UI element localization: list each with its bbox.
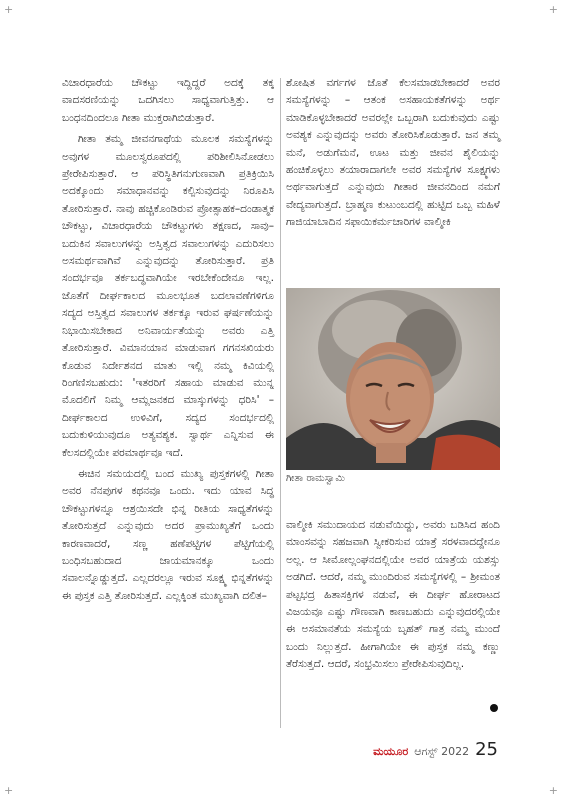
issue-date: ಆಗಸ್ಟ್ 2022 bbox=[414, 745, 470, 758]
paragraph: ವಾಲ್ಮೀಕಿ ಸಮುದಾಯದ ನಡುವೆಯಿದ್ದು, ಅವರು ಬಡಿಸಿದ ಹಂದಿ ಮಾಂಸವನ್ನು ಸಹಜವಾಗಿ ಸ್ವೀಕರಿಸುವ ಯಾತ್ರೆ ಸರಳವಾದದ್ದೇನೂ ಅಲ್ಲ. ಆ ಸೀಮೋಲ್ಲಂಘನದಲ್ಲಿಯೇ ಅವರ ಯಾತ್ರೆಯ ಯಶಸ್ಸು ಅಡಗಿದೆ. ಆದರೆ, ನಮ್ಮ ಮುಂದಿರುವ ಸಮಸ್ಯೆಗಳಲ್ಲಿ – ಶ್ರೀಮಂತ ಪಟ್ಟಭದ್ರ ಹಿತಾಸಕ್ತಿಗಳ ನಡುವೆ, ಈ ದೀರ್ಘ ಹೋರಾಟದ ವಿಜಯವೂ ಎಷ್ಟು ಗೌಣವಾಗಿ ಕಾಣಬಹುದು ಎನ್ನುವುದರಲ್ಲಿಯೇ ಈ ಅಸಮಾನತೆಯ ಸಮಸ್ಯೆಯ ಬೃಹತ್ ಗಾತ್ರ ನಮ್ಮ ಮುಂದೆ ಬಂದು ನಿಲ್ಲುತ್ತದೆ. ಹೀಗಾಗಿಯೇ ಈ ಪುಸ್ತಕ ನಮ್ಮ ಕಣ್ಣು ತೆರೆಸುತ್ತದೆ. ಆದರೆ, ಸಂಭ್ರಮಿಸಲು ಪ್ರೇರೇಪಿಸುವುದಿಲ್ಲ. bbox=[286, 519, 500, 671]
end-of-article-bullet bbox=[490, 704, 498, 712]
page-number: 25 bbox=[475, 739, 498, 760]
paragraph: ಗೀತಾ ತಮ್ಮ ಜೀವನಗಾಥೆಯ ಮೂಲಕ ಸಮಸ್ಯೆಗಳನ್ನು ಅವುಗಳ ಮೂಲಸ್ವರೂಪದಲ್ಲಿ ಪರಿಶೀಲಿಸಿನೋಡಲು ಪ್ರೇರೇಪಿಸುತ್ತಾರೆ. ಆ ಪರಿಸ್ಥಿತಿಗನುಗುಣವಾಗಿ ಪ್ರತಿಕ್ರಿಯಿಸಿ ಅದಕ್ಕೊಂದು ಸಮಾಧಾನವನ್ನು ಕಲ್ಪಿಸುವುದನ್ನು ನಿರೂಪಿಸಿ ತೋರಿಸುತ್ತಾರೆ. ನಾವು ಹಚ್ಚಿಕೊಂಡಿರುವ ಪ್ರೋತ್ಸಾಹಕ–ದಂಡಾತ್ಮಕ ಚೌಕಟ್ಟು, ವಿಚಾರಧಾರೆಯ ಚೌಕಟ್ಟುಗಳು ತಕ್ಷಣದ, ಸಾವು–ಬದುಕಿನ ಸವಾಲುಗಳನ್ನು ಅಸ್ತಿತ್ವದ ಸವಾಲುಗಳನ್ನು ಎದುರಿಸಲು ಅಸಮರ್ಥವಾಗಿವೆ ಎನ್ನುವುದನ್ನು ತೋರಿಸುತ್ತಾರೆ. ಪ್ರತಿ ಸಂದರ್ಭವೂ ತರ್ಕಬದ್ಧವಾಗಿಯೇ ಇರಬೇಕೆಂದೇನೂ ಇಲ್ಲ. ಜೊತೆಗೆ ದೀರ್ಘಕಾಲದ ಮೂಲಭೂತ ಬದಲಾವಣೆಗಳಿಗೂ ಸದ್ಯದ ಅಸ್ತಿತ್ವದ ಸವಾಲುಗಳ ತರ್ಕಕ್ಕೂ ಇರುವ ಘರ್ಷಣೆಯನ್ನು ನಿಭಾಯಿಸಬೇಕಾದ ಅನಿವಾರ್ಯತೆಯನ್ನು ಅವರು ಎತ್ತಿ ತೋರಿಸುತ್ತಾರೆ. ವಿಮಾನಯಾನ ಮಾಡುವಾಗ ಗಗನಸಖಿಯರು ಕೊಡುವ ನಿರ್ದೇಶನದ ಮಾತು ಇಲ್ಲಿ ನಮ್ಮ ಕಿವಿಯಲ್ಲಿ ರಿಂಗಣಿಸಬಹುದು: 'ಇತರರಿಗೆ ಸಹಾಯ ಮಾಡುವ ಮುನ್ನ ಮೊದಲಿಗೆ ನಿಮ್ಮ ಆಮ್ಲಜನಕದ ಮಾಸ್ಕುಗಳನ್ನು ಧರಿಸಿ' – ದೀರ್ಘಕಾಲದ ಉಳಿವಿಗೆ, ಸದ್ಯದ ಸಂದರ್ಭದಲ್ಲಿ ಬದುಕುಳಿಯುವುದೂ ಅತ್ಯವಶ್ಯಕ. ಸ್ವಾರ್ಥ ಎನ್ನಿಸುವ ಈ ಕೆಲಸದಲ್ಲಿಯೇ ಪರಮಾರ್ಥವೂ ಇದೆ. bbox=[62, 133, 274, 459]
page-footer bbox=[373, 739, 498, 760]
author-photo bbox=[286, 288, 500, 470]
crop-mark-top-right: + bbox=[548, 3, 558, 16]
photo-caption: ಗೀತಾ ರಾಮಸ್ವಾಮಿ bbox=[286, 473, 345, 484]
crop-mark-top-left: + bbox=[4, 3, 14, 16]
portrait-illustration bbox=[286, 288, 500, 470]
right-column-top bbox=[286, 75, 500, 232]
paragraph: ಈಚಿನ ಸಮಯದಲ್ಲಿ ಬಂದ ಮುಖ್ಯ ಪುಸ್ತಕಗಳಲ್ಲಿ ಗೀತಾ ಅವರ ನೆನಪುಗಳ ಕಥನವೂ ಒಂದು. ಇದು ಯಾವ ಸಿದ್ಧ ಚೌಕಟ್ಟುಗಳನ್ನೂ ಆಶ್ರಯಿಸದೇ ಭಿನ್ನ ರೀತಿಯ ಸಾಧ್ಯತೆಗಳನ್ನು ತೋರಿಸುತ್ತದೆ ಎನ್ನುವುದು ಅದರ ಪ್ರಾಮುಖ್ಯತೆಗೆ ಒಂದು ಕಾರಣವಾದರೆ, ಸಣ್ಣ ಹಣೆಪಟ್ಟಿಗಳ ಪೆಟ್ಟಿಗೆಯಲ್ಲಿ ಬಂಧಿಸಬಹುದಾದ ಜಾಯಮಾನಕ್ಕೂ ಒಂದು ಸವಾಲನ್ನೊಡ್ಡುತ್ತದೆ. ಎಲ್ಲದರಲ್ಲೂ ಇರುವ ಸೂಕ್ಷ್ಮ ಭಿನ್ನತೆಗಳನ್ನು ಈ ಪುಸ್ತಕ ಎತ್ತಿ ತೋರಿಸುತ್ತದೆ. ಎಲ್ಲಕ್ಕಿಂತ ಮುಖ್ಯವಾಗಿ ದಲಿತ– bbox=[62, 467, 274, 602]
column-divider bbox=[280, 78, 281, 728]
crop-mark-bottom-left: + bbox=[4, 784, 14, 797]
paragraph: ಶೋಷಿತ ವರ್ಗಗಳ ಜೊತೆ ಕೆಲಸಮಾಡಬೇಕಾದರೆ ಅವರ ಸಮಸ್ಯೆಗಳನ್ನು – ಆತಂಕ ಅಸಹಾಯಕತೆಗಳನ್ನು ಅರ್ಥ ಮಾಡಿಕೊಳ್ಳಬೇಕಾದರೆ ಅವರಲ್ಲೇ ಒಬ್ಬರಾಗಿ ಬದುಕುವುದು ಎಷ್ಟು ಅವಶ್ಯಕ ಎನ್ನುವುದನ್ನು ಅವರು ತೋರಿಸಿಕೊಡುತ್ತಾರೆ. ಜನ ತಮ್ಮ ಮನೆ, ಅಡುಗೆಮನೆ, ಊಟ ಮತ್ತು ಜೀವನ ಶೈಲಿಯನ್ನು ಹಂಚಿಕೊಳ್ಳಲು ತಯಾರಾದಾಗಲೇ ಅವರ ಸಮಸ್ಯೆಗಳ ಸೂಕ್ಷ್ಮಗಳು ಅರ್ಥವಾಗುತ್ತದೆ ಎನ್ನುವುದು ಗೀತಾರ ಜೀವನದಿಂದ ನಮಗೆ ವೇದ್ಯವಾಗುತ್ತದೆ. ಬ್ರಾಹ್ಮಣ ಕುಟುಂಬದಲ್ಲಿ ಹುಟ್ಟಿದ ಒಬ್ಬ ಮಹಿಳೆ ಗಾಜಿಯಾಬಾದಿನ ಸಫಾಯಿಕರ್ಮಚಾರಿಗಳ ವಾಲ್ಮೀಕಿ bbox=[286, 77, 500, 229]
left-column bbox=[62, 75, 274, 605]
crop-mark-bottom-right: + bbox=[548, 784, 558, 797]
paragraph: ವಿಚಾರಧಾರೆಯ ಚೌಕಟ್ಟು ಇದ್ದಿದ್ದರೆ ಅದಕ್ಕೆ ತಕ್ಕ ವಾದಸರಣಿಯನ್ನು ಒದಗಿಸಲು ಸಾಧ್ಯವಾಗುತ್ತಿತ್ತು. ಆ ಬಂಧನದಿಂದಲೂ ಗೀತಾ ಮುಕ್ತರಾಗಿಬಿಡುತ್ತಾರೆ. bbox=[62, 77, 274, 124]
right-column-bottom bbox=[286, 517, 500, 674]
magazine-name: ಮಯೂರ bbox=[373, 745, 409, 758]
